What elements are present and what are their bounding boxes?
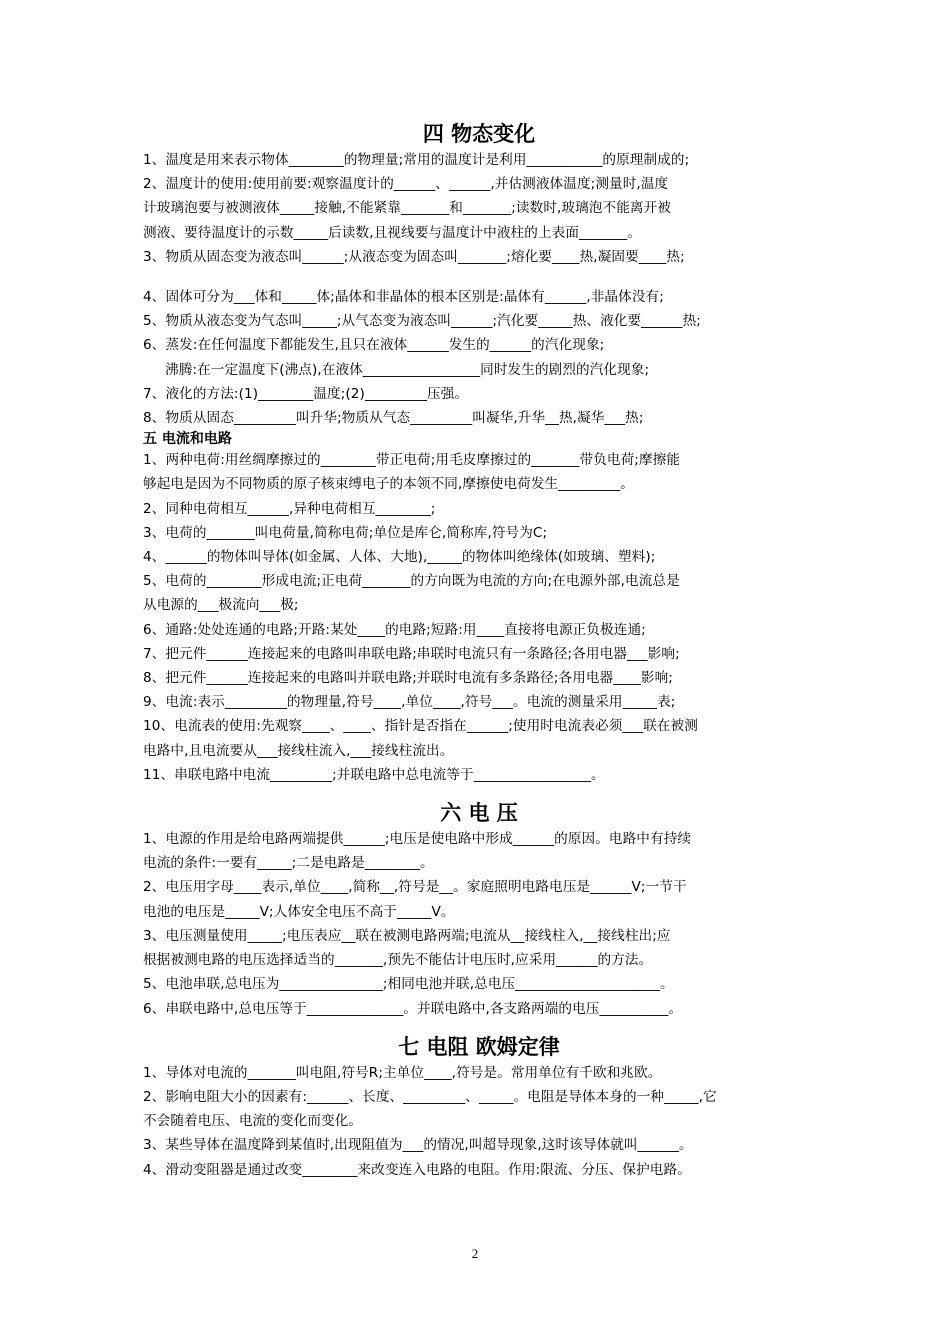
text-line: 沸腾:在一定温度下(沸点),在液体_________________同时发生的剧烈的汽化现象; (165, 361, 650, 378)
text-line: 够起电是因为不同物质的原子核束缚电子的本领不同,摩擦使电荷发生_________。 (143, 476, 634, 493)
text-line: 4、固体可分为___体和_____体;晶体和非晶体的根本区别是:晶体有______,非晶体没有; (143, 289, 664, 306)
text-line: 4、滑动变阻器是通过改变________来改变连入电路的电阻。作用:限流、分压、保护电路。 (143, 1161, 691, 1178)
section-title-resistance-ohm: 七 电阻 欧姆定律 (398, 1034, 560, 1059)
text-line: 8、把元件______连接起来的电路叫并联电路;并联时电流有多条路径;各用电器____影响; (143, 670, 673, 687)
section-title-current-circuit: 五 电流和电路 (143, 431, 232, 448)
page-number: 2 (471, 1246, 479, 1261)
text-line: 1、两种电荷:用丝绸摩擦过的________带正电荷;用毛皮摩擦过的_______带负电荷;摩擦能 (143, 452, 681, 469)
text-line: 根据被测电路的电压选择适当的_______,预先不能估计电压时,应采用______的方法。 (143, 952, 653, 969)
text-line: 3、某些导体在温度降到某值时,出现阻值为___的情况,叫超导现象,这时该导体就叫______。 (143, 1137, 693, 1154)
text-line: 测液、要待温度计的示数_____后读数,且视线要与温度计中液柱的上表面_______。 (143, 224, 641, 241)
text-line: 7、把元件______连接起来的电路叫串联电路;串联时电流只有一条路径;各用电器___影响; (143, 645, 680, 662)
text-line: 9、电流:表示_________的物理量,符号____,单位____,符号___。电流的测量采用_____表; (143, 694, 676, 711)
section-title-phase-change: 四 物态变化 (422, 122, 536, 146)
text-line: 1、温度是用来表示物体________的物理量;常用的温度计是利用___________的原理制成的; (143, 152, 690, 168)
text-line: 从电源的___极流向___极; (143, 597, 299, 614)
text-line: 2、同种电荷相互______,异种电荷相互________; (143, 500, 436, 517)
text-line: 6、蒸发:在任何温度下都能发生,且只在液体______发生的______的汽化现象; (143, 337, 605, 354)
text-line: 1、导体对电流的_______叫电阻,符号R;主单位____,符号是。常用单位有千欧和兆欧。 (143, 1064, 662, 1081)
text-line: 电流的条件:一要有_____;二是电路是________。 (143, 855, 434, 872)
text-line: 7、液化的方法:(1)________温度;(2)_________压强。 (143, 385, 469, 402)
text-line: 1、电源的作用是给电路两端提供______;电压是使电路中形成______的原因。电路中有持续 (143, 831, 692, 848)
text-line: 11、串联电路中电流_________;并联电路中总电流等于_________________。 (143, 766, 605, 783)
text-line: 不会随着电压、电流的变化而变化。 (143, 1113, 363, 1130)
text-line: 3、电荷的_______叫电荷量,简称电荷;单位是库仑,简称库,符号为C; (143, 524, 548, 541)
text-line: 2、电压用字母____表示,单位____,简称__,符号是__。家庭照明电路电压是______V;一节干 (143, 879, 687, 896)
text-line: 2、温度计的使用:使用前要:观察温度计的______、______,并估测液体温度;测量时,温度 (143, 176, 669, 193)
text-line: 6、串联电路中,总电压等于______________。并联电路中,各支路两端的电压__________。 (143, 1000, 683, 1017)
text-line: 电池的电压是_____V;人体安全电压不高于_____V。 (143, 903, 455, 920)
section-title-voltage: 六 电 压 (440, 801, 518, 826)
text-line: 2、影响电阻大小的因素有:______、长度、_________、_____。电阻是导体本身的一种_____,它 (143, 1088, 717, 1105)
text-line: 8、物质从固态_________叫升华;物质从气态_________叫凝华,升华__热,凝华___热; (143, 410, 644, 427)
text-line: 6、通路:处处连通的电路;开路:某处____的电路;短路:用____直接将电源正负极连通; (143, 621, 646, 638)
text-line: 电路中,且电流要从___接线柱流入,___接线柱流出。 (143, 742, 454, 759)
text-line: 3、电压测量使用_____;电压表应__联在被测电路两端;电流从__接线柱入,__接线柱出;应 (143, 927, 671, 944)
text-line: 4、______的物体叫导体(如金属、人体、大地),_____的物体叫绝缘体(如玻璃、塑料); (143, 549, 656, 566)
document-page (143, 0, 815, 1182)
text-line: 5、物质从液态变为气态叫_____;从气态变为液态叫______;汽化要_____热、液化要______热; (143, 313, 701, 330)
text-line: 5、电荷的________形成电流;正电荷_______的方向既为电流的方向;在电源外部,电流总是 (143, 573, 680, 590)
text-line: 计玻璃泡要与被测液体_____接触,不能紧靠_______和_______;读数时,玻璃泡不能离开被 (143, 200, 671, 217)
text-line: 3、物质从固态变为液态叫______;从液态变为固态叫_______;熔化要____热,凝固要____热; (143, 248, 685, 265)
text-line: 10、电流表的使用:先观察____、____、指针是否指在______;使用时电流表必须___联在被测 (143, 718, 698, 735)
text-line: 5、电池串联,总电压为_______________;相同电池并联,总电压_____________________。 (143, 976, 674, 993)
